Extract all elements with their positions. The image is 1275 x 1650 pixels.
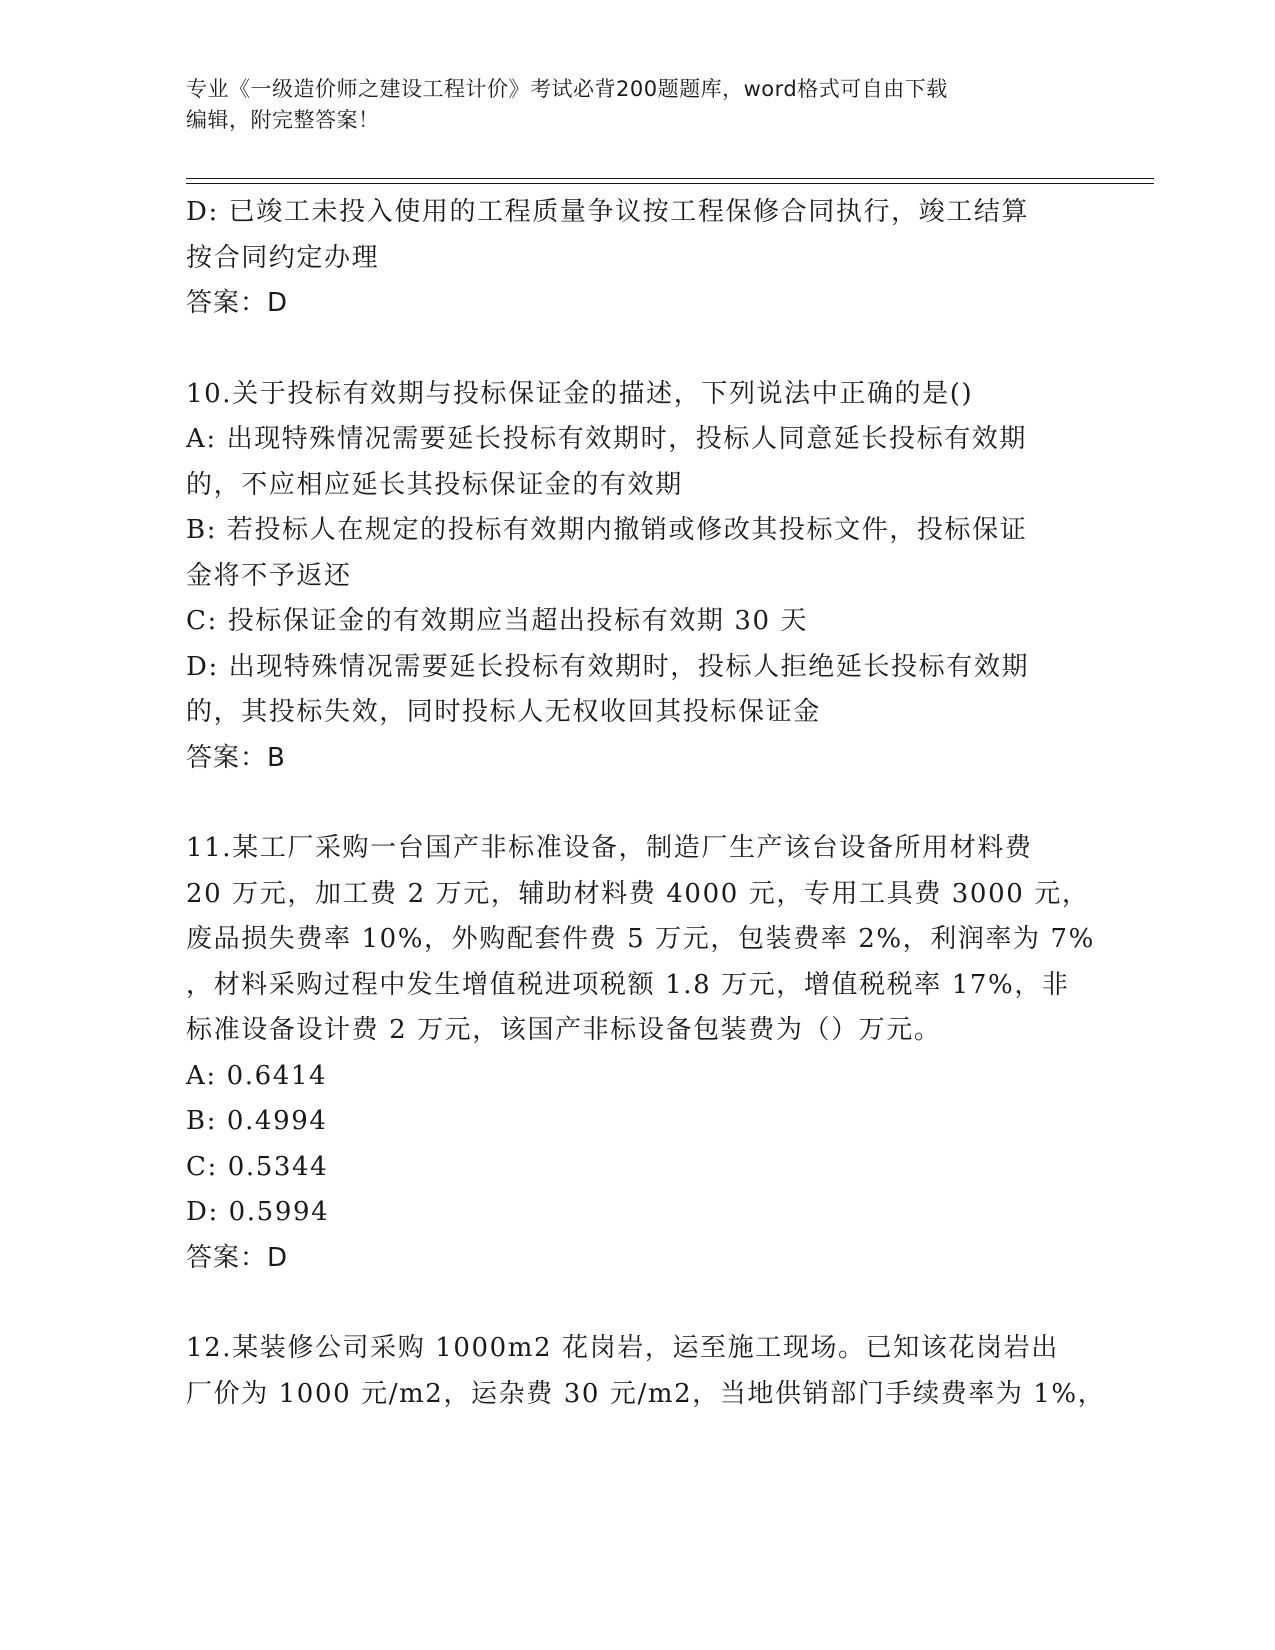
q10-option-c: C: 投标保证金的有效期应当超出投标有效期 30 天: [186, 606, 809, 636]
question-12: [186, 1326, 1106, 1417]
q11-stem-line1: 11.某工厂采购一台国产非标准设备，制造厂生产该台设备所用材料费: [186, 833, 1033, 863]
q10-option-b-line1: B: 若投标人在规定的投标有效期内撤销或修改其投标文件，投标保证: [186, 515, 1028, 545]
q9-option-d-line2: 按合同约定办理: [186, 242, 380, 273]
q11-option-a: A: 0.6414: [186, 1060, 328, 1091]
q11-stem-line4: ，材料采购过程中发生增值税进项税额 1.8 万元，增值税税率 17%，非: [186, 969, 1070, 1000]
q10-option-b-line2: 金将不予返还: [186, 560, 352, 591]
q10-stem: 10.关于投标有效期与投标保证金的描述，下列说法中正确的是(): [186, 378, 974, 409]
spacer: [186, 781, 1086, 826]
q9-option-d-line1: D: 已竣工未投入使用的工程质量争议按工程保修合同执行，竣工结算: [186, 197, 1030, 227]
q11-option-c: C: 0.5344: [186, 1151, 329, 1182]
q11-option-b: B: 0.4994: [186, 1106, 328, 1136]
q10-answer: 答案：B: [186, 742, 286, 773]
spacer: [186, 1281, 1086, 1326]
q12-stem-line2: 厂价为 1000 元/m2，运杂费 30 元/m2，当地供销部门手续费率为 1%，: [186, 1378, 1106, 1409]
q11-stem-line3: 废品损失费率 10%，外购配套件费 5 万元，包装费率 2%，利润率为 7%: [186, 924, 1095, 954]
header-divider-top: [186, 178, 1154, 179]
spacer: [186, 327, 1086, 372]
header-title-line1: 专业《一级造价师之建设工程计价》考试必背200题题库，word格式可自由下载: [186, 77, 948, 101]
q10-option-d-line2: 的，其投标失效，同时投标人无权收回其投标保证金: [186, 697, 821, 727]
question-11: [186, 826, 1095, 1281]
header-divider-bottom: [186, 183, 1154, 184]
q12-stem-line1: 12.某装修公司采购 1000m2 花岗岩，运至施工现场。已知该花岗岩出: [186, 1333, 1059, 1363]
q11-stem-line5: 标准设备设计费 2 万元，该国产非标设备包装费为（）万元。: [186, 1015, 942, 1045]
q10-option-a-line2: 的，不应相应延长其投标保证金的有效期: [186, 469, 683, 500]
q10-option-d-line1: D: 出现特殊情况需要延长投标有效期时，投标人拒绝延长投标有效期: [186, 651, 1030, 682]
question-9: [186, 190, 1086, 327]
q11-stem-line2: 20 万元，加工费 2 万元，辅助材料费 4000 元，专用工具费 3000 元，: [186, 878, 1090, 909]
document-body: [186, 190, 1106, 1417]
q11-answer: 答案：D: [186, 1242, 289, 1273]
q10-option-a-line1: A: 出现特殊情况需要延长投标有效期时，投标人同意延长投标有效期: [186, 424, 1028, 454]
q9-answer: 答案：D: [186, 288, 289, 318]
q11-option-d: D: 0.5994: [186, 1197, 330, 1227]
question-10: [186, 372, 1086, 782]
page-header: [186, 74, 1066, 136]
header-title-line2: 编辑，附完整答案！: [186, 108, 380, 132]
